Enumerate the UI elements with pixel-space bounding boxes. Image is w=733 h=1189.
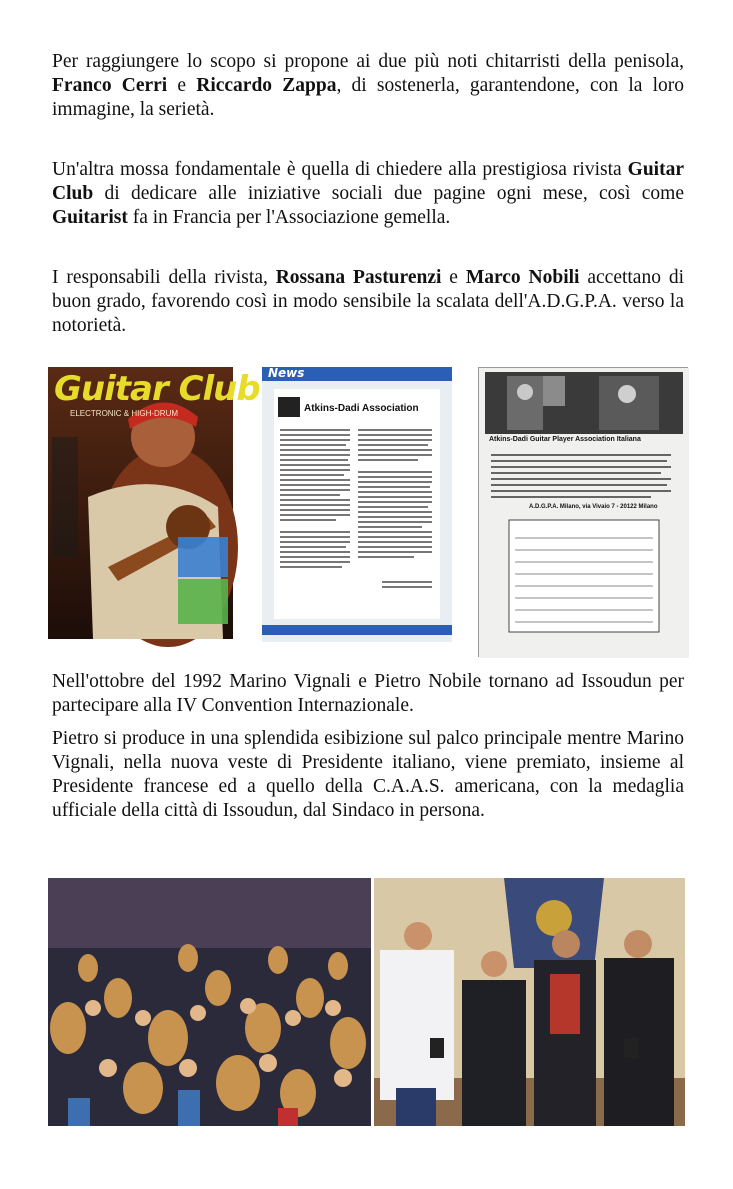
form-address: A.D.G.P.A. Milano, via Vivaio 7 - 20122 Milano	[529, 504, 658, 510]
p2-magazine-guitarist: Guitarist	[52, 207, 128, 228]
p3-text-1: I responsabili della rivista,	[52, 267, 276, 288]
paragraph-1	[52, 50, 684, 122]
p3-name-marco-nobili: Marco Nobili	[465, 267, 580, 288]
p3-text-3: accettano di buon grado, favorendo così in modo sensibile la scalata dell'A.D.G.P.A. verso la notorietà.	[52, 267, 685, 336]
p2-magazine-guitar-club: Guitar Club	[52, 159, 684, 204]
p3-text-2: e	[441, 267, 466, 288]
p2-text-2: di dedicare alle iniziative sociali due pagine ogni mese, così come	[93, 183, 684, 204]
news-heading: Atkins-Dadi Association	[304, 403, 419, 414]
award-ceremony-photo	[374, 878, 685, 1126]
paragraph-2	[52, 158, 684, 230]
p1-text-3: , di sostenerla, garantendone, con la loro immagine, la serietà.	[52, 75, 684, 120]
paragraph-4: Nell'ottobre del 1992 Marino Vignali e Pietro Nobile tornano ad Issoudun per partecipare alla IV Convention Internazionale.	[52, 671, 684, 716]
association-form-image	[478, 367, 688, 657]
news-page-image	[262, 367, 452, 642]
p2-text-1: Un'altra mossa fondamentale è quella di chiedere alla prestigiosa rivista	[52, 159, 628, 180]
p1-text-2: e	[167, 75, 197, 96]
p1-text-1: Per raggiungere lo scopo si propone ai due più noti chitarristi della penisola,	[52, 51, 684, 72]
guitar-club-cover-image	[48, 367, 260, 639]
cover-masthead: Guitar Club	[54, 369, 260, 409]
convention-crowd-photo	[48, 878, 371, 1126]
p3-name-rossana-pasturenzi: Rossana Pasturenzi	[275, 267, 442, 288]
paragraph-3	[52, 266, 684, 338]
paragraph-5: Pietro si produce in una splendida esibizione sul palco principale mentre Marino Vignali, nella nuova veste di Presidente italiano, viene premiato, insieme al Presidente francese ed a quello della C.A.A.S. americana, con la medaglia ufficiale della città di Issoudun, dal Sindaco in persona.	[52, 728, 684, 821]
cover-subline: ELECTRONIC & HIGH-DRUM	[70, 409, 179, 418]
p2-text-3: fa in Francia per l'Associazione gemella.	[127, 207, 451, 228]
p1-name-riccardo-zappa: Riccardo Zappa	[196, 75, 337, 96]
p1-name-franco-cerri: Franco Cerri	[52, 75, 168, 96]
form-heading: Atkins-Dadi Guitar Player Association Italiana	[489, 436, 641, 443]
news-header: News	[268, 366, 305, 380]
